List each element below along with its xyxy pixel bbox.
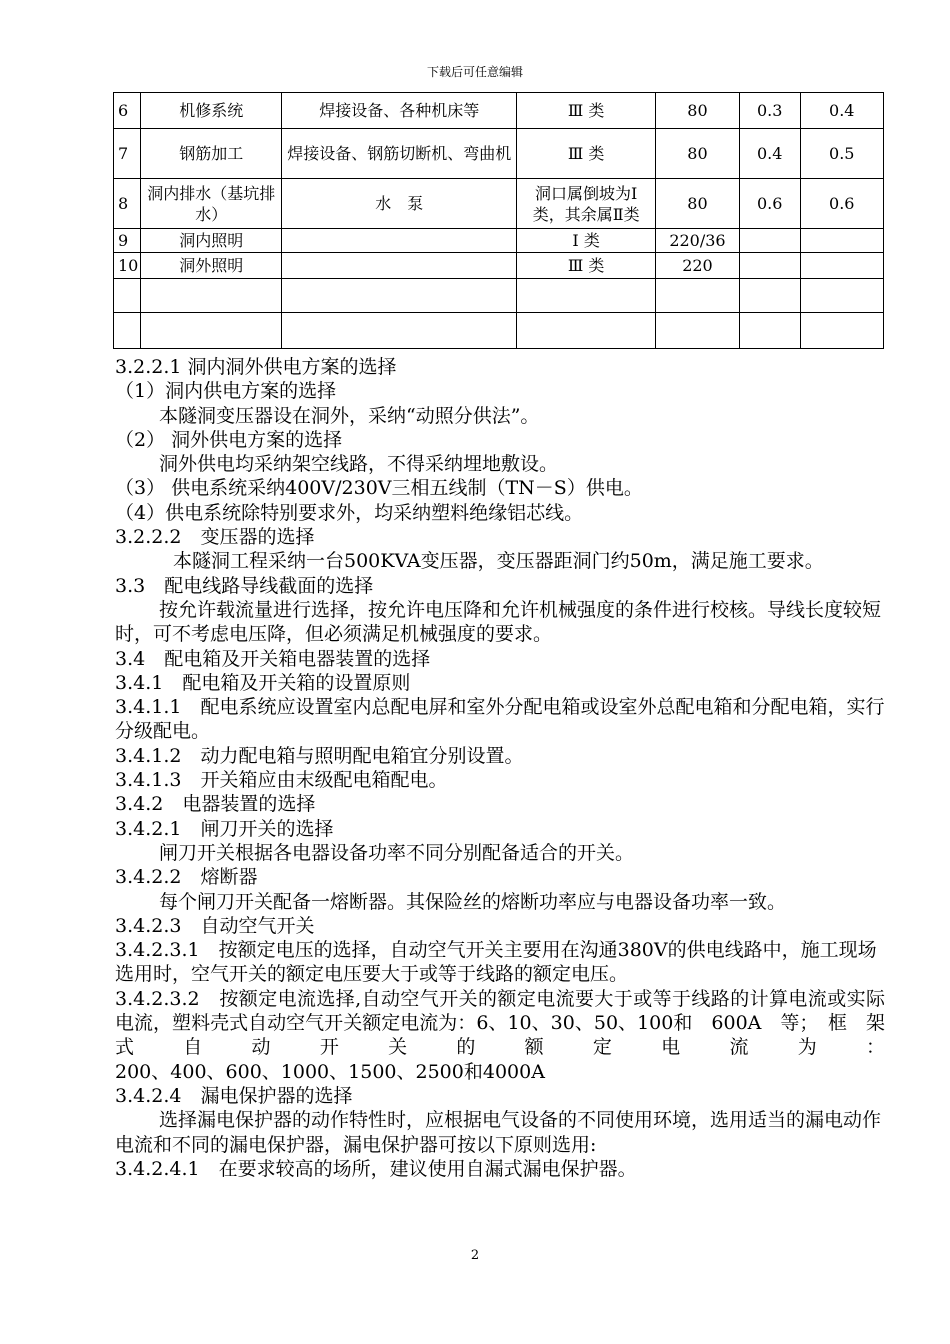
table-cell: 0.4 (800, 93, 883, 129)
table-cell (739, 313, 800, 349)
table-cell: 0.6 (739, 179, 800, 229)
table-cell (800, 229, 883, 253)
section-heading: 3.4 配电箱及开关箱电器装置的选择 (115, 647, 431, 670)
table-cell: 7 (114, 129, 141, 179)
paragraph: 闸刀开关根据各电器设备功率不同分别配备适合的开关。 (159, 841, 635, 864)
table-cell (517, 279, 656, 313)
section-heading: 3.4.2.3 自动空气开关 (115, 914, 315, 937)
paragraph: 3.4.2.3.1 按额定电压的选择，自动空气开关主要用在沟通380V的供电线路中，施工现场选用时，空气开关的额定电压要大于或等于线路的额定电压。 (115, 939, 877, 986)
table-cell (739, 253, 800, 279)
table-cell: 焊接设备、各种机床等 (282, 93, 517, 129)
table-cell (114, 279, 141, 313)
table-row (114, 129, 884, 179)
section-heading: 3.4.2.4 漏电保护器的选择 (115, 1084, 353, 1107)
table-row (114, 179, 884, 229)
paragraph: （3） 供电系统采纳400V/230V三相五线制（TN－S）供电。 (115, 477, 643, 500)
table-cell: 机修系统 (141, 93, 282, 129)
paragraph: 选择漏电保护器的动作特性时，应根据电气设备的不同使用环境，选用适当的漏电动作电流和不同的漏电保护器，漏电保护器可按以下原则选用: (115, 1109, 882, 1156)
page-header: 下载后可任意编辑 (426, 65, 523, 79)
table-cell (800, 253, 883, 279)
table-row (114, 229, 884, 253)
section-heading: 3.2.2.1 洞内洞外供电方案的选择 (115, 356, 397, 378)
table-cell: Ⅲ 类 (517, 253, 656, 279)
subsection-heading: （1）洞内供电方案的选择 (115, 380, 337, 403)
table-cell: 220/36 (656, 229, 740, 253)
table-cell (141, 313, 282, 349)
table-cell (800, 313, 883, 349)
paragraph: 3.4.2.3.2 按额定电流选择,自动空气开关的额定电流要大于或等于线路的计算电流或实际电流，塑料壳式自动空气开关额定电流为：6、10、30、50、100和 600A 等； 框 架 式 自 动 开 关 的 额 定 电 流 为 ： (115, 987, 905, 1059)
table-row (114, 313, 884, 349)
table-cell (282, 313, 517, 349)
table-cell (282, 253, 517, 279)
table-cell (282, 229, 517, 253)
table-cell: Ⅰ 类 (517, 229, 656, 253)
section-heading: 3.4.1 配电箱及开关箱的设置原则 (115, 671, 411, 694)
table-cell (656, 279, 740, 313)
section-heading: 3.4.2.2 熔断器 (115, 866, 258, 889)
table-row (114, 279, 884, 313)
paragraph: 按允许载流量进行选择，按允许电压降和允许机械强度的条件进行校核。导线长度较短时，可不考虑电压降，但必须满足机械强度的要求。 (115, 598, 882, 646)
table-cell: 220 (656, 253, 740, 279)
table-cell: 洞内照明 (141, 229, 282, 253)
table-cell: 10 (114, 253, 141, 279)
table-cell (141, 279, 282, 313)
paragraph: 洞外供电均采纳架空线路，不得采纳埋地敷设。 (159, 453, 559, 476)
body-text (115, 355, 905, 1181)
paragraph: 3.4.1.3 开关箱应由末级配电箱配电。 (115, 769, 448, 792)
table-row (114, 93, 884, 129)
section-heading: 3.4.2.1 闸刀开关的选择 (115, 817, 334, 840)
paragraph: （4）供电系统除特别要求外，均采纳塑料绝缘铝芯线。 (115, 501, 584, 524)
section-heading: 3.4.2 电器装置的选择 (115, 793, 316, 816)
table-cell (656, 313, 740, 349)
paragraph: 3.4.2.4.1 在要求较高的场所，建议使用自漏式漏电保护器。 (115, 1157, 637, 1180)
table-cell (739, 279, 800, 313)
paragraph: 3.4.1.1 配电系统应设置室内总配电屏和室外分配电箱或设室外总配电箱和分配电箱，实行分级配电。 (115, 696, 885, 743)
equipment-table (113, 92, 884, 349)
section-heading: 3.2.2.2 变压器的选择 (115, 526, 315, 549)
table-cell: Ⅲ 类 (517, 129, 656, 179)
table-cell: 0.3 (739, 93, 800, 129)
table-cell: 0.5 (800, 129, 883, 179)
paragraph: 本隧洞工程采纳一台500KVA变压器，变压器距洞门约50m，满足施工要求。 (173, 550, 824, 573)
table-cell: 洞内排水（基坑排水） (141, 179, 282, 229)
table-cell: 水 泵 (282, 179, 517, 229)
table-cell: Ⅲ 类 (517, 93, 656, 129)
table-cell (114, 313, 141, 349)
section-heading: 3.3 配电线路导线截面的选择 (115, 574, 374, 597)
table-cell (800, 279, 883, 313)
table-cell: 80 (656, 179, 740, 229)
table-cell (517, 313, 656, 349)
table-cell: 9 (114, 229, 141, 253)
table-cell (739, 229, 800, 253)
table-cell: 6 (114, 93, 141, 129)
paragraph: 本隧洞变压器设在洞外，采纳“动照分供法”。 (159, 404, 540, 427)
paragraph: 200、400、600、1000、1500、2500和4000A (115, 1060, 545, 1083)
table-cell: 洞外照明 (141, 253, 282, 279)
page-number: 2 (470, 1248, 480, 1263)
table-row (114, 253, 884, 279)
table-cell: 0.6 (800, 179, 883, 229)
subsection-heading: （2） 洞外供电方案的选择 (115, 428, 343, 451)
table-cell: 钢筋加工 (141, 129, 282, 179)
table-cell: 洞口属倒坡为Ⅰ类，其余属Ⅱ类 (517, 179, 656, 229)
table-cell: 80 (656, 93, 740, 129)
paragraph: 3.4.1.2 动力配电箱与照明配电箱宜分别设置。 (115, 744, 524, 767)
paragraph: 每个闸刀开关配备一熔断器。其保险丝的熔断功率应与电器设备功率一致。 (159, 890, 787, 913)
table-cell (282, 279, 517, 313)
table-cell: 80 (656, 129, 740, 179)
table-cell: 焊接设备、钢筋切断机、弯曲机 (282, 129, 517, 179)
table-cell: 0.4 (739, 129, 800, 179)
table-cell: 8 (114, 179, 141, 229)
